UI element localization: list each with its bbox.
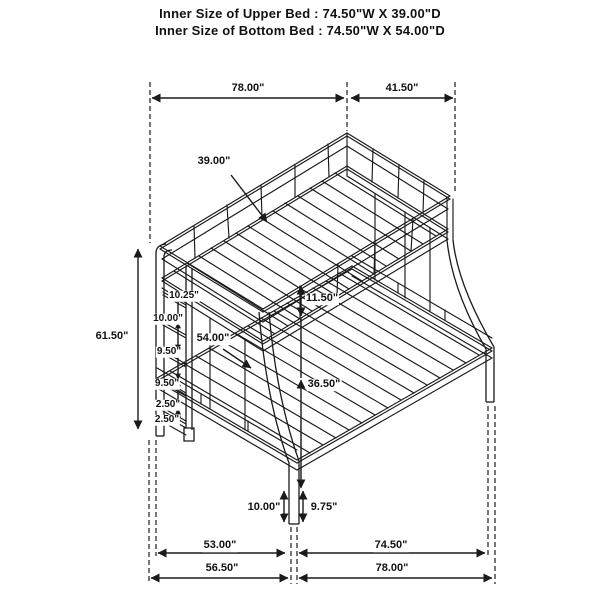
dim-label-under-clearance: 36.50" [307,378,341,391]
dim-label-ladder-gap-3: 9.50" [156,345,182,357]
dim-label-ladder-gap-6: 2.50" [154,413,180,425]
dim-label-ladder-gap-5: 2.50" [155,398,181,410]
dim-label-lower-inner-depth: 54.00" [196,332,230,345]
dim-label-upper-inner-depth: 39.00" [197,155,231,168]
dim-label-guardrail-height: 11.50" [305,292,339,305]
dim-label-ladder-gap-2: 10.00" [153,312,183,324]
dim-label-front-leg-right: 9.75" [310,501,338,514]
dim-label-ladder-gap-1: 10.25" [169,289,199,301]
dim-label-overall-height: 61.50" [95,330,129,343]
dim-label-floor-left-inner: 53.00" [203,539,237,552]
dim-label-top-depth: 41.50" [385,82,419,95]
dim-label-floor-left-outer: 56.50" [205,562,239,575]
dim-label-ladder-gap-4: 9.50" [154,377,180,389]
dim-label-front-leg-left: 10.00" [247,501,281,514]
dim-label-floor-right-inner: 74.50" [374,539,408,552]
dim-label-floor-right-outer: 78.00" [375,562,409,575]
dim-label-top-length: 78.00" [231,82,265,95]
diagram-title [0,5,600,39]
upper-bed-inner-size-text: Inner Size of Upper Bed : 74.50"W X 39.00"D [159,6,441,21]
bottom-bed-inner-size-text: Inner Size of Bottom Bed : 74.50"W X 54.00"D [155,23,445,38]
